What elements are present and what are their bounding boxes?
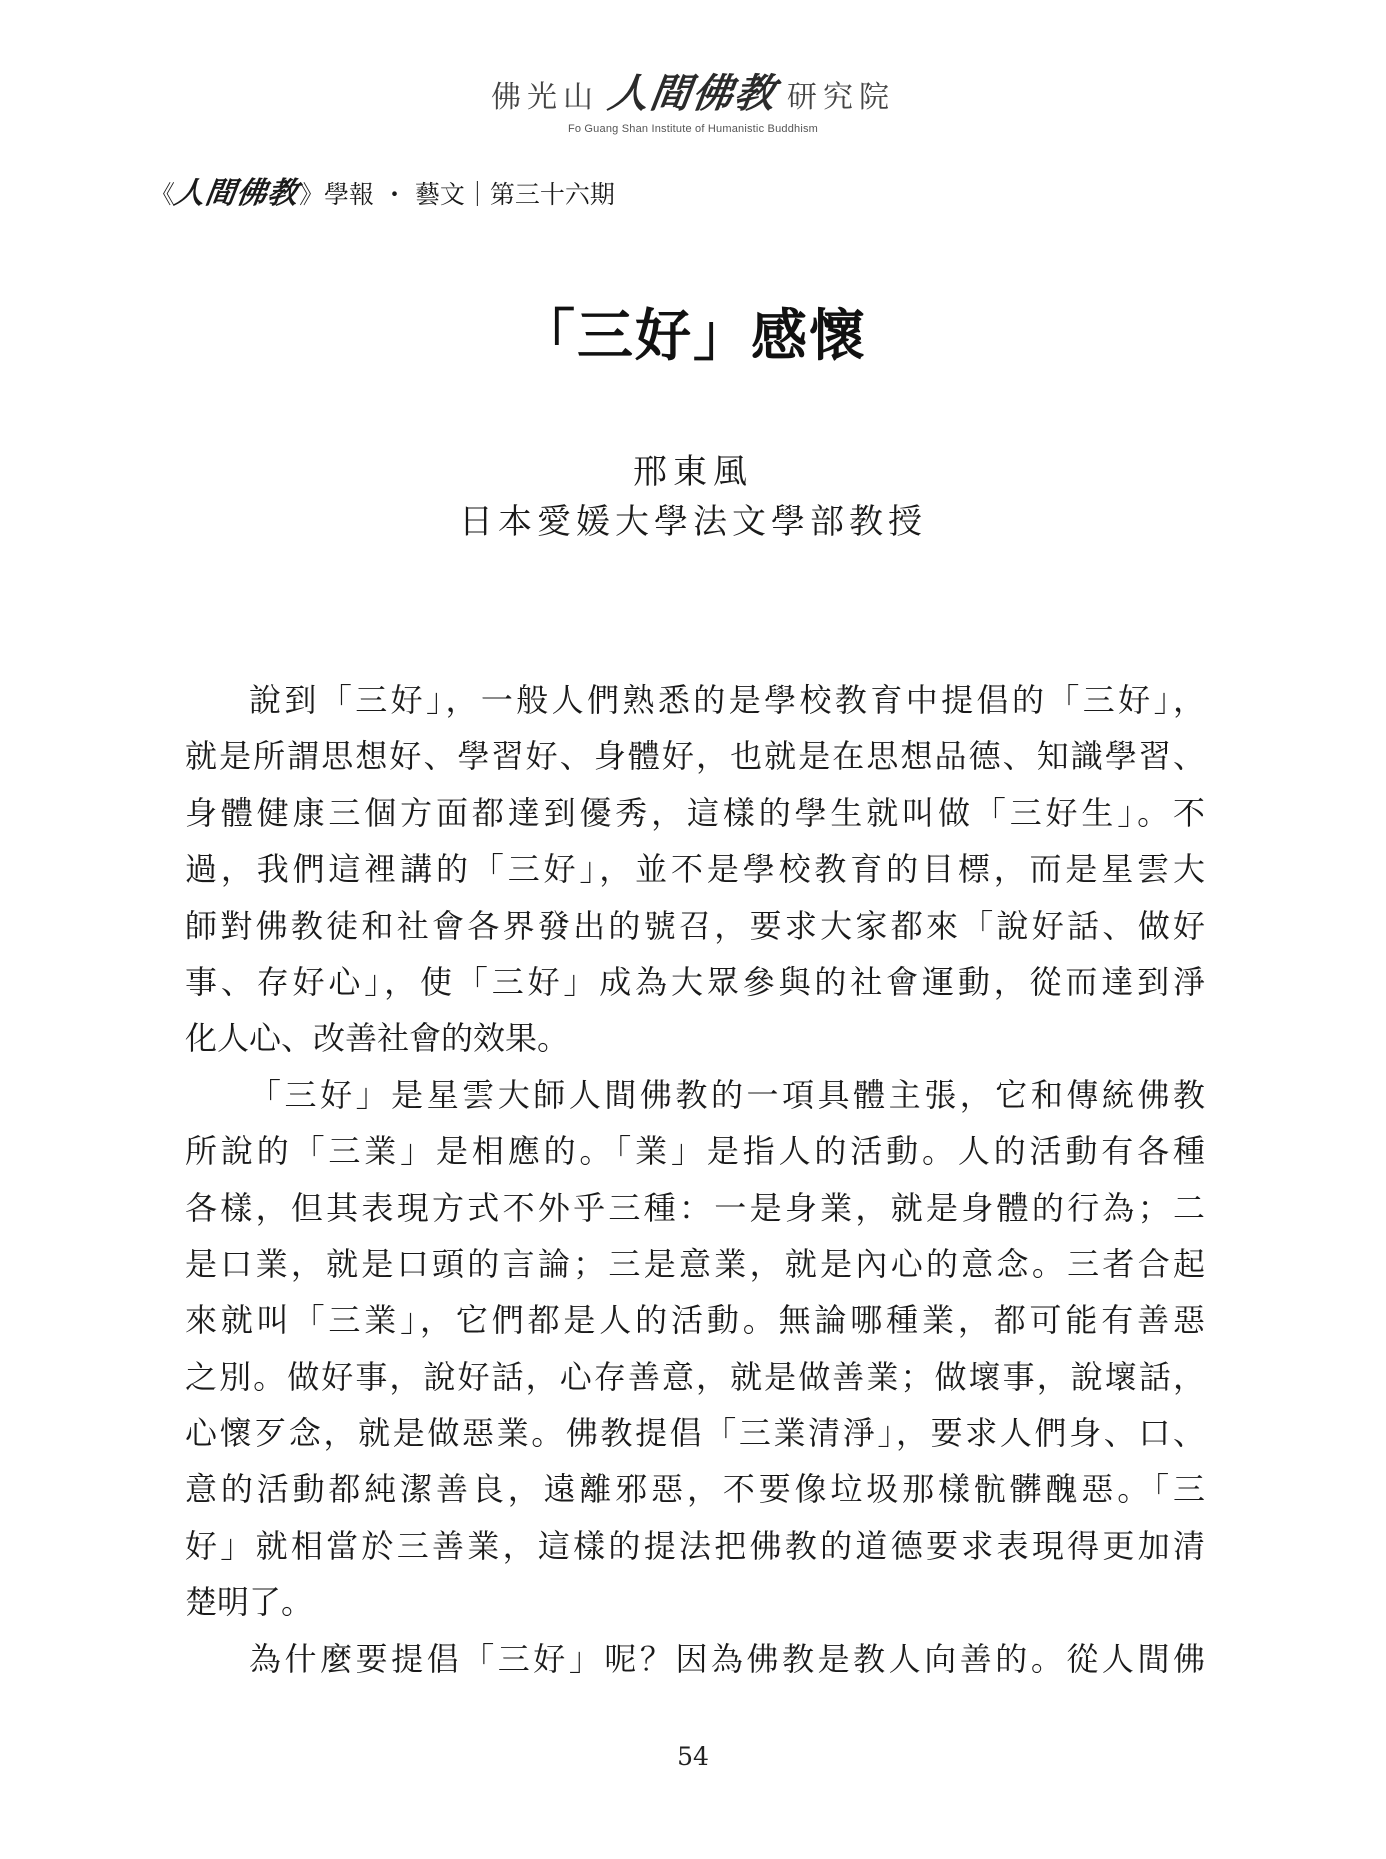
header-institute: 研究院	[787, 80, 895, 115]
body-line: 楚明了。	[185, 1583, 314, 1622]
journal-brand: 人間佛教	[172, 176, 301, 211]
body-line: 各樣，但其表現方式不外乎三種：一是身業，就是身體的行為；二	[185, 1188, 1205, 1227]
header-logo	[0, 62, 1386, 135]
journal-info	[150, 168, 615, 212]
author-affiliation: 日本愛媛大學法文學部教授	[459, 502, 927, 542]
article-body	[185, 672, 1205, 1687]
body-line: 好」就相當於三善業，這樣的提法把佛教的道德要求表現得更加清	[185, 1526, 1205, 1565]
header-org: 佛光山	[491, 80, 599, 115]
body-line: 就是所謂思想好、學習好、身體好，也就是在思想品德、知識學習、	[185, 737, 1205, 776]
body-line: 來就叫「三業」，它們都是人的活動。無論哪種業，都可能有善惡	[185, 1301, 1205, 1340]
body-line: 身體健康三個方面都達到優秀，這樣的學生就叫做「三好生」。不	[185, 793, 1205, 832]
header-brand: 人間佛教	[605, 70, 780, 117]
body-line: 是口業，就是口頭的言論；三是意業，就是內心的意念。三者合起	[185, 1244, 1205, 1283]
body-line: 師對佛教徒和社會各界發出的號召，要求大家都來「說好話、做好	[185, 906, 1205, 945]
header-english: Fo Guang Shan Institute of Humanistic Buddhism	[567, 123, 819, 135]
body-line: 為什麼要提倡「三好」呢？因為佛教是教人向善的。從人間佛	[249, 1639, 1205, 1678]
author-name: 邢東風	[633, 452, 753, 492]
body-line: 事、存好心」，使「三好」成為大眾參與的社會運動，從而達到淨	[185, 962, 1205, 1001]
journal-close-quote: 》	[299, 180, 325, 209]
journal-open-quote: 《	[150, 180, 176, 209]
body-line: 化人心、改善社會的效果。	[185, 1019, 570, 1058]
article-title: 「三好」感懷	[519, 303, 867, 369]
body-line: 所說的「三業」是相應的。「業」是指人的活動。人的活動有各種	[185, 1132, 1205, 1171]
body-line: 心懷歹念，就是做惡業。佛教提倡「三業清淨」，要求人們身、口、	[185, 1414, 1205, 1453]
body-line: 之別。做好事，說好話，心存善意，就是做善業；做壞事，說壞話，	[185, 1357, 1205, 1396]
body-line: 說到「三好」，一般人們熟悉的是學校教育中提倡的「三好」，	[249, 681, 1205, 719]
journal-issue: 學報 ・ 藝文｜第三十六期	[324, 180, 615, 209]
header-title-line	[491, 62, 895, 119]
body-line: 「三好」是星雲大師人間佛教的一項具體主張，它和傳統佛教	[249, 1075, 1205, 1114]
body-line: 意的活動都純潔善良，遠離邪惡，不要像垃圾那樣骯髒醜惡。「三	[185, 1470, 1205, 1509]
page-number: 54	[677, 1742, 709, 1771]
body-line: 過，我們這裡講的「三好」，並不是學校教育的目標，而是星雲大	[185, 850, 1205, 889]
